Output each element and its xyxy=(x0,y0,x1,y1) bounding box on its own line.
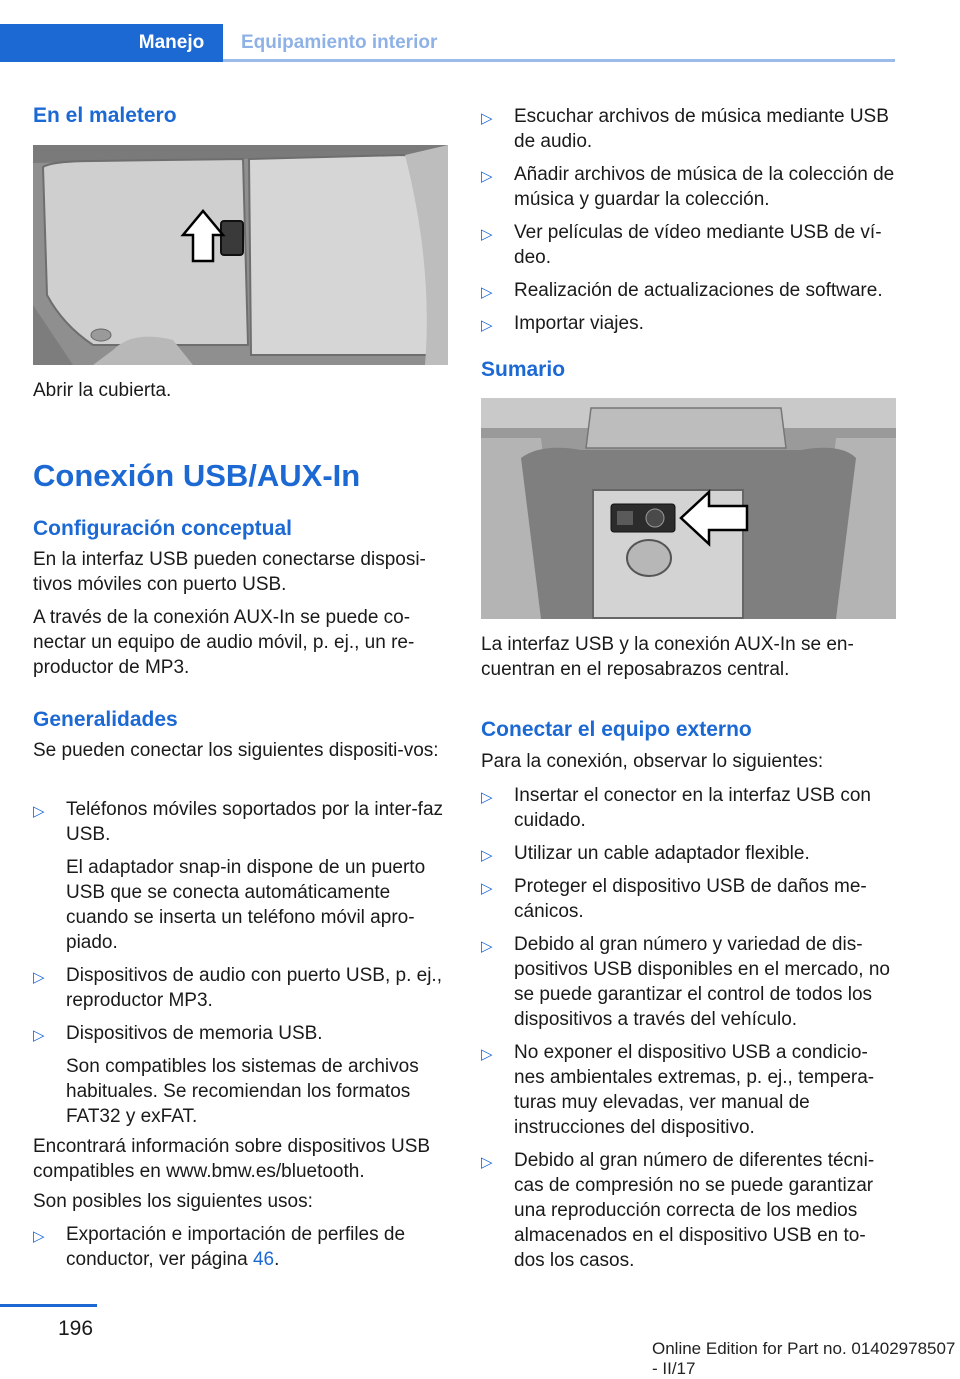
triangle-bullet-icon: ▷ xyxy=(33,803,45,820)
triangle-bullet-icon: ▷ xyxy=(481,168,493,185)
list-item xyxy=(481,783,896,833)
triangle-bullet-icon: ▷ xyxy=(481,880,493,897)
list-item-text: No exponer el dispositivo USB a condicio-nes ambientales extremas, p. ej., tempera-turas muy elevadas, ver manual de instrucciones del dispositivo. xyxy=(514,1042,875,1138)
armrest-image xyxy=(481,398,896,619)
list-item xyxy=(481,1040,896,1140)
header-color-block xyxy=(0,24,120,62)
tab-underline xyxy=(223,59,895,62)
list-item xyxy=(481,104,896,154)
connect-list xyxy=(481,783,896,1281)
list-item-text: Importar viajes. xyxy=(514,313,644,334)
triangle-bullet-icon: ▷ xyxy=(481,226,493,243)
list-item xyxy=(33,1222,448,1272)
list-item xyxy=(481,874,896,924)
uses-list-start xyxy=(33,1222,448,1280)
list-item xyxy=(481,278,896,303)
heading-summary: Sumario xyxy=(481,358,566,381)
heading-trunk: En el maletero xyxy=(33,104,177,127)
list-item-text: Dispositivos de memoria USB. xyxy=(66,1023,323,1044)
list-item-text: Teléfonos móviles soportados por la inter-faz USB. xyxy=(66,799,444,845)
list-item-text: Escuchar archivos de música mediante USB de audio. xyxy=(514,106,889,152)
triangle-bullet-icon: ▷ xyxy=(481,789,493,806)
para-concept-2: A través de la conexión AUX-In se puede co-nectar un equipo de audio móvil, p. ej., un re-productor de MP3. xyxy=(33,607,415,678)
list-item xyxy=(481,932,896,1032)
triangle-bullet-icon: ▷ xyxy=(33,969,45,986)
list-item xyxy=(481,311,896,336)
list-item xyxy=(481,1148,896,1273)
list-item-text: Insertar el conector en la interfaz USB con cuidado. xyxy=(514,785,871,831)
title-usb-aux: Conexión USB/AUX-In xyxy=(33,458,361,493)
caption-trunk: Abrir la cubierta. xyxy=(33,380,172,401)
list-item-text: Debido al gran número de diferentes técni-cas de compresión no se puede garantizar una reproducción correcta de los medios almacenados en el dispositivo USB en to-dos los casos. xyxy=(514,1150,875,1271)
para-info: Encontrará información sobre dispositivos USB compatibles en www.bmw.es/bluetooth. xyxy=(33,1136,431,1182)
triangle-bullet-icon: ▷ xyxy=(481,938,493,955)
list-item xyxy=(33,963,448,1013)
tab-manejo[interactable]: Manejo xyxy=(120,24,223,62)
triangle-bullet-icon: ▷ xyxy=(481,1046,493,1063)
list-item xyxy=(481,220,896,270)
heading-concept: Configuración conceptual xyxy=(33,517,293,540)
list-item-note: El adaptador snap-in dispone de un puerto USB que se conecta automáticamente cuando se inserta un teléfono móvil apro-piado. xyxy=(66,857,426,953)
tab-equipamiento-interior[interactable]: Equipamiento interior xyxy=(241,32,438,53)
list-item xyxy=(33,797,448,955)
triangle-bullet-icon: ▷ xyxy=(481,1154,493,1171)
para-concept-1: En la interfaz USB pueden conectarse disposi-tivos móviles con puerto USB. xyxy=(33,549,426,595)
list-item-note: Son compatibles los sistemas de archivos habituales. Se recomiendan los formatos FAT32 y exFAT. xyxy=(66,1056,419,1127)
list-item-text: Exportación e importación de perfiles de conductor, ver página xyxy=(66,1224,406,1270)
para-general: Se pueden conectar los siguientes dispositi-vos: xyxy=(33,740,439,761)
uses-list-continued xyxy=(481,104,896,344)
list-item-text: Añadir archivos de música de la colección de música y guardar la colección. xyxy=(514,164,895,210)
list-item xyxy=(481,841,896,866)
edition-note: Online Edition for Part no. 01402978507 - II/17 xyxy=(652,1339,956,1378)
list-item-text: Ver películas de vídeo mediante USB de ví-deo. xyxy=(514,222,882,268)
triangle-bullet-icon: ▷ xyxy=(481,110,493,127)
page-link[interactable]: 46 xyxy=(252,1249,275,1270)
list-item xyxy=(481,162,896,212)
list-item-text: Utilizar un cable adaptador flexible. xyxy=(514,843,810,864)
list-item-text: Realización de actualizaciones de software. xyxy=(514,280,883,301)
heading-connect: Conectar el equipo externo xyxy=(481,718,752,741)
triangle-bullet-icon: ▷ xyxy=(33,1228,45,1245)
list-item-text: Proteger el dispositivo USB de daños me-cánicos. xyxy=(514,876,867,922)
heading-general: Generalidades xyxy=(33,708,178,731)
triangle-bullet-icon: ▷ xyxy=(481,284,493,301)
list-item-end: . xyxy=(274,1249,280,1270)
para-connect: Para la conexión, observar lo siguientes: xyxy=(481,751,824,772)
triangle-bullet-icon: ▷ xyxy=(481,317,493,334)
triangle-bullet-icon: ▷ xyxy=(33,1027,45,1044)
page-number: 196 xyxy=(58,1317,94,1340)
list-item-text: Dispositivos de audio con puerto USB, p. ej., reproductor MP3. xyxy=(66,965,442,1011)
device-list xyxy=(33,797,448,1137)
footer-rule xyxy=(0,1304,97,1307)
header-tabs xyxy=(0,24,895,62)
para-uses: Son posibles los siguientes usos: xyxy=(33,1191,313,1212)
trunk-image xyxy=(33,145,448,365)
list-item-text: Debido al gran número y variedad de dis-positivos USB disponibles en el mercado, no se puede garantizar el control de todos los dispositivos a través del vehículo. xyxy=(514,934,890,1030)
triangle-bullet-icon: ▷ xyxy=(481,847,493,864)
list-item xyxy=(33,1021,448,1129)
caption-summary: La interfaz USB y la conexión AUX-In se en-cuentran en el reposabrazos central. xyxy=(481,634,854,680)
